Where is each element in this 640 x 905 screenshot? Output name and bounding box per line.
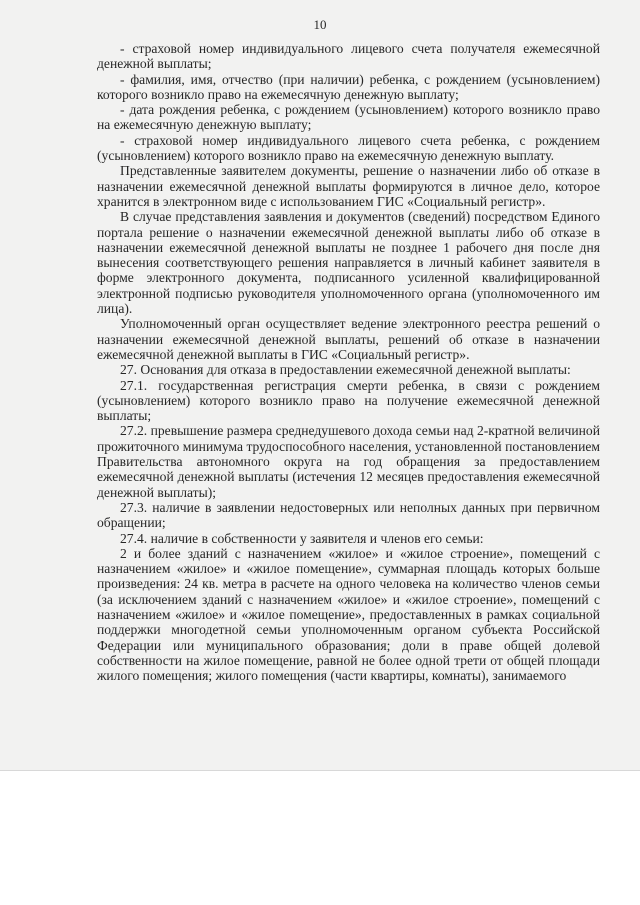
paragraph-3: - дата рождения ребенка, с рождением (усыновлением) которого возникло право на ежемесячную денежную выплату; <box>97 102 600 133</box>
paragraph-1: - страховой номер индивидуального лицевого счета получателя ежемесячной денежной выплаты; <box>97 41 600 72</box>
blank-area <box>0 771 640 905</box>
paragraph-12: 27.4. наличие в собственности у заявителя и членов его семьи: <box>120 530 484 546</box>
paragraph-8: 27. Основания для отказа в предоставлении ежемесячной денежной выплаты: <box>120 362 571 378</box>
paragraph-7: Уполномоченный орган осуществляет ведение электронного реестра решений о назначении ежемесячной денежной выплаты, решений об отказе в назначении ежемесячной денежной выплаты в ГИС «Социальный регистр». <box>97 316 600 362</box>
paragraph-13: 2 и более зданий с назначением «жилое» и «жилое строение», помещений с назначением «жилое» и «жилое помещение», суммарная площадь которых больше произведения: 24 кв. метра в расчете на одного человека на количество членов семьи (за исключением зданий с назначением «жилое» и «жилое строение», помещений с назначением «жилое» и «жилое помещение», предоставленных в рамках социальной поддержки многодетной семьи уполномоченным органом субъекта Российской Федерации или муниципального образования; доли в праве общей долевой собственности на жилое помещение, равной не более одной трети от общей площади жилого помещения; жилого помещения (части квартиры, комнаты), занимаемого <box>97 545 600 684</box>
paragraph-4: - страховой номер индивидуального лицевого счета ребенка, с рождением (усыновлением) которого возникло право на ежемесячную денежную выплату. <box>97 132 600 164</box>
document-body <box>97 41 600 683</box>
paragraph-5: Представленные заявителем документы, решение о назначении либо об отказе в назначении ежемесячной денежной выплаты формируются в личное дело, которое хранится в электронном виде с использованием ГИС «Социальный регистр». <box>97 163 600 209</box>
page-number: 10 <box>313 17 327 32</box>
paragraph-9: 27.1. государственная регистрация смерти ребенка, в связи с рождением (усыновлением) которого возникло право на получение ежемесячной денежной выплаты; <box>97 377 600 424</box>
paragraph-6: В случае представления заявления и документов (сведений) посредством Единого портала решение о назначении ежемесячной денежной выплаты либо об отказе в назначении ежемесячной денежной выплаты не позднее 1 рабочего дня после дня вынесения соответствующего решения направляется в личный кабинет заявителя в форме электронного документа, подписанного усиленной квалифицированной электронной подписью руководителя уполномоченного органа (уполномоченного им лица). <box>97 209 600 317</box>
paragraph-10: 27.2. превышение размера среднедушевого дохода семьи над 2-кратной величиной прожиточного минимума трудоспособного населения, установленной постановлением Правительства автономного округа на год обращения за предоставлением ежемесячной денежной выплаты (истечения 12 месяцев предоставления ежемесячной денежной выплаты); <box>97 423 600 500</box>
paragraph-2: - фамилия, имя, отчество (при наличии) ребенка, с рождением (усыновлением) которого возникло право на ежемесячную денежную выплату; <box>97 71 600 102</box>
paragraph-11: 27.3. наличие в заявлении недостоверных или неполных данных при первичном обращении; <box>97 499 600 531</box>
